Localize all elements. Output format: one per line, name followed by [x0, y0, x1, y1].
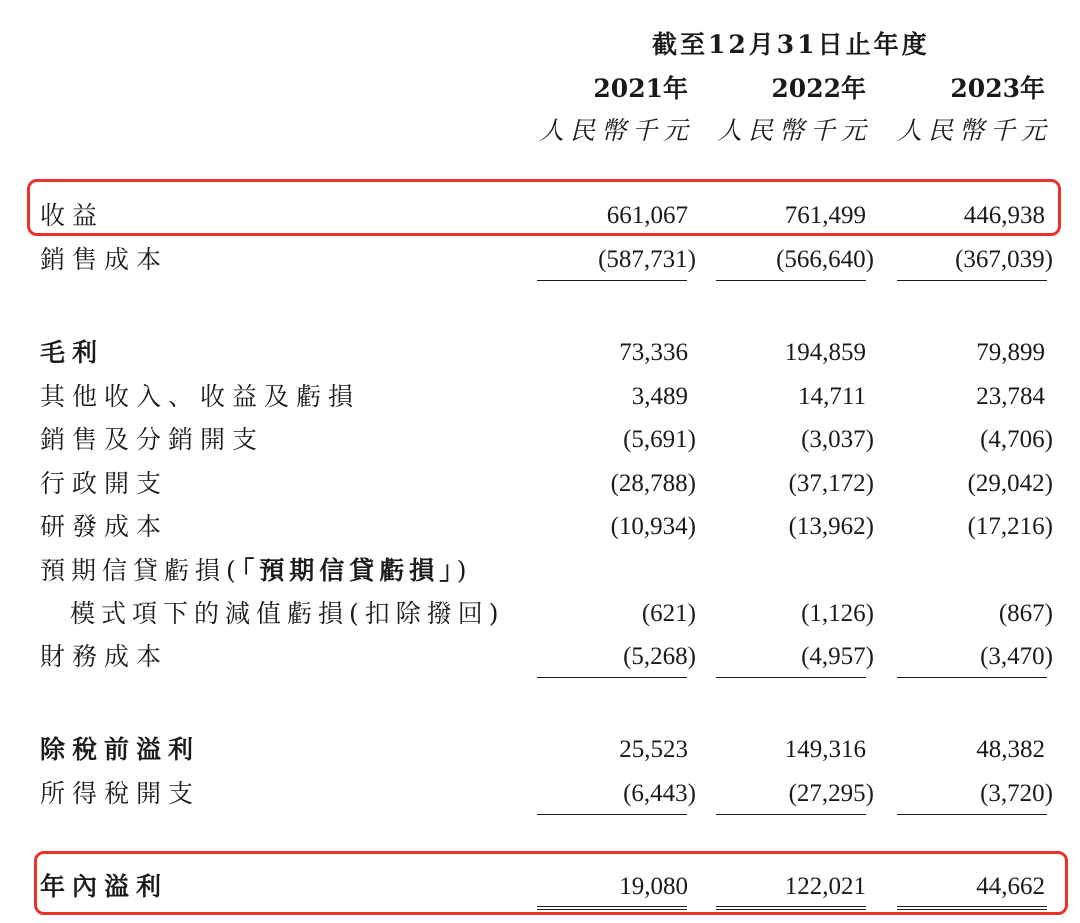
value-finance-costs-2022: (4,957)	[801, 643, 874, 670]
value-selling-expenses-2022: (3,037)	[801, 426, 874, 453]
value-revenue-2022: 761,499	[784, 202, 866, 229]
row-label-profit-for-year: 年內溢利	[40, 872, 169, 901]
value-other-income-2022: 14,711	[798, 383, 866, 410]
value-selling-expenses-2021: (5,691)	[623, 426, 696, 453]
value-revenue-2021: 661,067	[606, 202, 688, 229]
unit-header-2021: 人民幣千元	[538, 116, 694, 145]
value-ecl-2021: (621)	[641, 600, 696, 627]
row-label-selling-expenses: 銷售及分銷開支	[40, 425, 265, 454]
value-profit-for-year-2023: 44,662	[976, 873, 1045, 900]
value-income-tax-2021: (6,443)	[623, 780, 696, 807]
value-admin-expenses-2022: (37,172)	[788, 470, 874, 497]
subtotal-rule-2021	[537, 814, 687, 815]
row-label-rnd-costs: 研發成本	[40, 512, 169, 541]
value-income-tax-2023: (3,720)	[980, 780, 1053, 807]
row-label-profit-before-tax: 除稅前溢利	[40, 735, 201, 764]
total-rule-2022	[716, 906, 866, 910]
value-profit-before-tax-2022: 149,316	[784, 736, 866, 763]
value-rnd-costs-2021: (10,934)	[610, 513, 696, 540]
value-admin-expenses-2021: (28,788)	[610, 470, 696, 497]
ecl-label-prefix: 預期信貸虧損(	[40, 556, 242, 585]
value-gross-profit-2022: 194,859	[784, 339, 866, 366]
revenue-highlight-box	[27, 179, 1061, 236]
value-other-income-2023: 23,784	[976, 383, 1045, 410]
subtotal-rule-2021	[537, 677, 687, 678]
row-label-income-tax: 所得稅開支	[40, 779, 201, 808]
value-ecl-2022: (1,126)	[801, 600, 874, 627]
ecl-label-suffix: )	[456, 556, 473, 585]
row-label-other-income: 其他收入、收益及虧損	[40, 382, 361, 411]
value-ecl-2023: (867)	[998, 600, 1053, 627]
row-label-gross-profit: 毛利	[40, 338, 105, 367]
row-label-ecl-line2: 模式項下的減值虧損(扣除撥回)	[70, 599, 505, 628]
total-rule-2023	[897, 906, 1047, 910]
row-label-ecl-line1	[40, 556, 473, 586]
value-rnd-costs-2022: (13,962)	[788, 513, 874, 540]
value-finance-costs-2023: (3,470)	[980, 643, 1053, 670]
unit-header-2022: 人民幣千元	[716, 116, 872, 145]
year-header-2023: 2023年	[950, 74, 1045, 103]
total-rule-2021	[537, 906, 687, 910]
subtotal-rule-2022	[716, 814, 866, 815]
row-label-finance-costs: 財務成本	[40, 642, 169, 671]
value-cost-of-sales-2021: (587,731)	[598, 246, 696, 273]
period-heading: 截至12月31日止年度	[652, 30, 930, 59]
value-selling-expenses-2023: (4,706)	[980, 426, 1053, 453]
subtotal-rule-2022	[716, 677, 866, 678]
value-finance-costs-2021: (5,268)	[623, 643, 696, 670]
value-profit-before-tax-2023: 48,382	[976, 736, 1045, 763]
value-gross-profit-2021: 73,336	[619, 339, 688, 366]
value-income-tax-2022: (27,295)	[788, 780, 874, 807]
value-admin-expenses-2023: (29,042)	[967, 470, 1053, 497]
value-other-income-2021: 3,489	[631, 383, 688, 410]
subtotal-rule-2022	[716, 280, 866, 281]
value-revenue-2023: 446,938	[963, 202, 1045, 229]
value-profit-for-year-2022: 122,021	[784, 873, 866, 900]
unit-header-2023: 人民幣千元	[896, 116, 1052, 145]
value-rnd-costs-2023: (17,216)	[967, 513, 1053, 540]
row-label-cost-of-sales: 銷售成本	[40, 245, 169, 274]
row-label-revenue: 收益	[40, 201, 105, 230]
value-cost-of-sales-2023: (367,039)	[955, 246, 1053, 273]
value-profit-for-year-2021: 19,080	[619, 873, 688, 900]
value-profit-before-tax-2021: 25,523	[619, 736, 688, 763]
subtotal-rule-2021	[537, 280, 687, 281]
value-cost-of-sales-2022: (566,640)	[776, 246, 874, 273]
value-gross-profit-2023: 79,899	[976, 339, 1045, 366]
subtotal-rule-2023	[897, 814, 1047, 815]
year-header-2021: 2021年	[593, 74, 688, 103]
subtotal-rule-2023	[897, 280, 1047, 281]
subtotal-rule-2023	[897, 677, 1047, 678]
ecl-label-bold: 「預期信貸虧損」	[241, 556, 457, 585]
year-header-2022: 2022年	[771, 74, 866, 103]
row-label-admin-expenses: 行政開支	[40, 469, 169, 498]
